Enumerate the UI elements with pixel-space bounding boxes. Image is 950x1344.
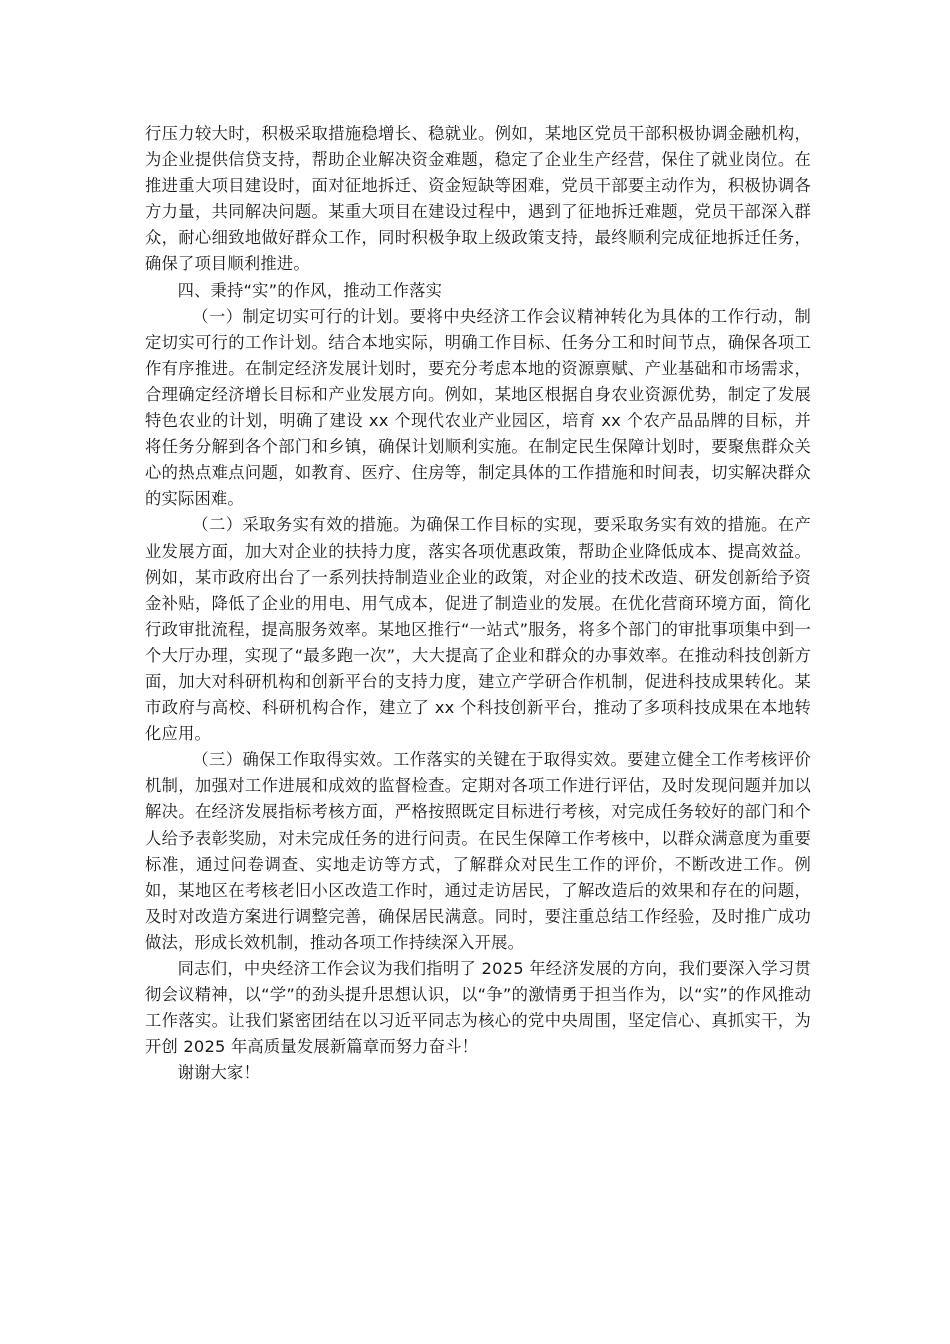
paragraph-plan: （一）制定切实可行的计划。要将中央经济工作会议精神转化为具体的工作行动，制定切实可行的工作计划。结合本地实际，明确工作目标、任务分工和时间节点，确保各项工作有序推进。在制定经济发展计划时，要充分考虑本地的资源禀赋、产业基础和市场需求，合理确定经济增长目标和产业发展方向。例如，某地区根据自身农业资源优势，制定了发展特色农业的计划，明确了建设 xx 个现代农业产业园区，培育 xx 个农产品品牌的目标，并将任务分解到各个部门和乡镇，确保计划顺利实施。在制定民生保障计划时，要聚焦群众关心的热点难点问题，如教育、医疗、住房等，制定具体的工作措施和时间表，切实解决群众的实际困难。: [145, 306, 811, 509]
section-heading: 四、秉持“实”的作风，推动工作落实: [177, 280, 443, 300]
document-page: [145, 121, 811, 1086]
paragraph-effectiveness: （三）确保工作取得实效。工作落实的关键在于取得实效。要建立健全工作考核评价机制，加强对工作进展和成效的监督检查。定期对各项工作进行评估，及时发现问题并加以解决。在经济发展指标考核方面，严格按照既定目标进行考核，对完成任务较好的部门和个人给予表彰奖励，对未完成任务的进行问责。在民生保障工作考核中，以群众满意度为重要标准，通过问卷调查、实地走访等方式，了解群众对民生工作的评价，不断改进工作。例如，某地区在考核老旧小区改造工作时，通过走访居民，了解改造后的效果和存在的问题，及时对改造方案进行调整完善，确保居民满意。同时，要注重总结工作经验，及时推广成功做法，形成长效机制，推动各项工作持续深入开展。: [145, 750, 811, 952]
paragraph-continuation: 行压力较大时，积极采取措施稳增长、稳就业。例如，某地区党员干部积极协调金融机构，为企业提供信贷支持，帮助企业解决资金难题，稳定了企业生产经营，保住了就业岗位。在推进重大项目建设时，面对征地拆迁、资金短缺等困难，党员干部要主动作为，积极协调各方力量，共同解决问题。某重大项目在建设过程中，遇到了征地拆迁难题，党员干部深入群众，耐心细致地做好群众工作，同时积极争取上级政策支持，最终顺利完成征地拆迁任务，确保了项目顺利推进。: [145, 124, 811, 274]
paragraph-thanks: 谢谢大家！: [177, 1063, 261, 1083]
paragraph-conclusion: 同志们，中央经济工作会议为我们指明了 2025 年经济发展的方向，我们要深入学习贯彻会议精神，以“学”的劲头提升思想认识，以“争”的激情勇于担当作为，以“实”的作风推动工作落实。让我们紧密团结在以习近平同志为核心的党中央周围，坚定信心、真抓实干，为开创 2025 年高质量发展新篇章而努力奋斗！: [145, 959, 811, 1057]
paragraph-measures: （二）采取务实有效的措施。为确保工作目标的实现，要采取务实有效的措施。在产业发展方面，加大对企业的扶持力度，落实各项优惠政策，帮助企业降低成本、提高效益。例如，某市政府出台了一系列扶持制造业企业的政策，对企业的技术改造、研发创新给予资金补贴，降低了企业的用电、用气成本，促进了制造业的发展。在优化营商环境方面，简化行政审批流程，提高服务效率。某地区推行“一站式”服务，将多个部门的审批事项集中到一个大厅办理，实现了“最多跑一次”，大大提高了企业和群众的办事效率。在推动科技创新方面，加大对科研机构和创新平台的支持力度，建立产学研合作机制，促进科技成果转化。某市政府与高校、科研机构合作，建立了 xx 个科技创新平台，推动了多项科技成果在本地转化应用。: [145, 515, 811, 744]
